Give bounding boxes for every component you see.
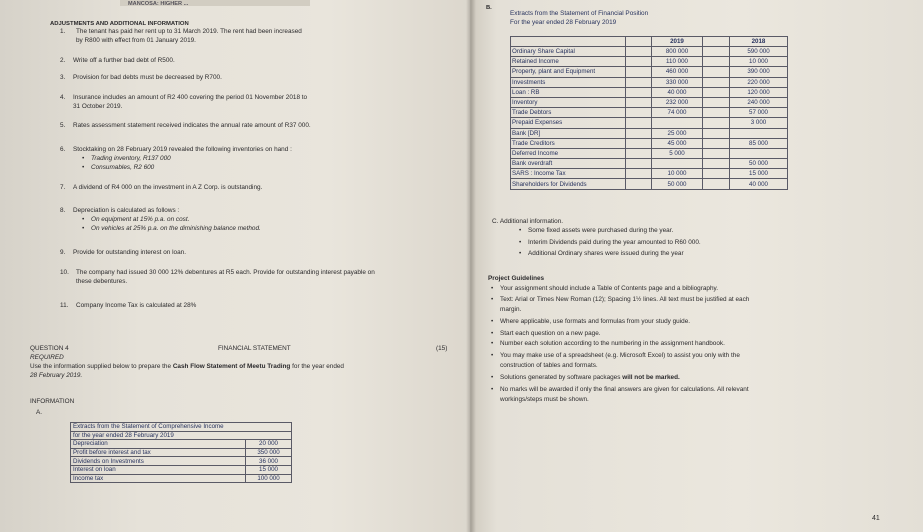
position-value-2019: 25 000 (652, 128, 703, 138)
position-value-2018: 40 000 (730, 179, 788, 189)
position-value-2018: 57 000 (730, 108, 788, 118)
adj-num-2: 2. (60, 57, 66, 64)
position-value-2018: 240 000 (730, 97, 788, 107)
adj-8-line1: Depreciation is calculated as follows : (73, 207, 180, 214)
position-value-2019: 330 000 (652, 77, 703, 87)
position-gap-2 (703, 87, 730, 97)
position-label: Inventory (511, 97, 626, 107)
income-value: 36 000 (246, 457, 292, 466)
position-gap-2 (703, 128, 730, 138)
adj-num-10: 10. (60, 269, 69, 276)
position-gap-2 (703, 138, 730, 148)
adj-num-8: 8. (60, 207, 66, 214)
guideline-2-line2: margin. (500, 306, 522, 313)
position-label: Trade Debtors (511, 108, 626, 118)
adj-num-6: 6. (60, 146, 66, 153)
adj-num-5: 5. (60, 122, 66, 129)
adj-6-line1: Stocktaking on 28 February 2019 revealed the following inventories on hand : (73, 146, 292, 153)
income-label: Interest on loan (71, 465, 246, 474)
adj-6-bullet-1: • Trading inventory, R137 000 (91, 155, 171, 163)
position-label: Retained Income (511, 57, 626, 67)
guideline-4: • Start each question on a new page. (500, 330, 601, 338)
table-row (511, 179, 788, 189)
position-value-2019: 110 000 (652, 57, 703, 67)
table-row (71, 457, 292, 466)
instruction-suffix: for the year ended (290, 363, 344, 370)
position-value-2019: 800 000 (652, 47, 703, 57)
additional-bullet-2: • Interim Dividends paid during the year amounted to R60 000. (528, 239, 701, 247)
position-gap-2 (703, 97, 730, 107)
position-label: SARS : Income Tax (511, 169, 626, 179)
position-value-2019: 74 000 (652, 108, 703, 118)
position-label: Loan : RB (511, 87, 626, 97)
adj-11-line1: Company Income Tax is calculated at 28% (76, 302, 197, 309)
position-gap-2 (703, 159, 730, 169)
position-gap-2 (703, 57, 730, 67)
position-value-2018: 220 000 (730, 77, 788, 87)
table-row (511, 138, 788, 148)
instruction-line1 (30, 363, 344, 371)
position-gap-2 (703, 118, 730, 128)
position-label: Bank [DR] (511, 128, 626, 138)
income-table (70, 422, 292, 483)
position-value-2019: 5 000 (652, 148, 703, 158)
income-title-row-2 (71, 431, 292, 440)
table-row (71, 465, 292, 474)
information-label: INFORMATION (30, 398, 75, 405)
position-value-2019 (652, 118, 703, 128)
a-marker: A. (36, 409, 43, 416)
position-gap (626, 77, 652, 87)
col-2018: 2018 (730, 37, 788, 47)
position-gap-2 (703, 47, 730, 57)
position-gap (626, 118, 652, 128)
additional-info-heading: C. Additional information. (492, 218, 564, 225)
instruction-line2: 28 February 2019. (30, 372, 83, 379)
adj-2-line1: Write off a further bad debt of R500. (73, 57, 175, 64)
position-gap (626, 128, 652, 138)
additional-bullet-1: • Some fixed assets were purchased during the year. (528, 227, 673, 235)
table-row (71, 474, 292, 483)
position-label: Bank overdraft (511, 159, 626, 169)
guideline-5: • Number each solution according to the numbering in the assignment handbook. (500, 340, 725, 348)
income-label: Dividends on Investments (71, 457, 246, 466)
guideline-3: • Where applicable, use formats and formulas from your study guide. (500, 318, 690, 326)
position-label: Ordinary Share Capital (511, 47, 626, 57)
table-row (511, 77, 788, 87)
guideline-8-line2: workings/steps must be shown. (500, 396, 589, 403)
adj-8-bullet-1: • On equipment at 15% p.a. on cost. (91, 216, 189, 224)
income-value: 100 000 (246, 474, 292, 483)
table-row (511, 118, 788, 128)
position-value-2019: 40 000 (652, 87, 703, 97)
table-row (71, 440, 292, 449)
adj-8-bullet-2: • On vehicles at 25% p.a. on the diminishing balance method. (91, 225, 261, 233)
position-body-table (510, 46, 788, 190)
table-row (511, 159, 788, 169)
position-gap-2 (703, 148, 730, 158)
position-gap (626, 97, 652, 107)
guideline-6: • You may make use of a spreadsheet (e.g. Microsoft Excel) to assist you only with the (500, 352, 740, 360)
position-value-2019: 50 000 (652, 179, 703, 189)
position-label: Property, plant and Equipment (511, 67, 626, 77)
instruction-bold: Cash Flow Statement of Meetu Trading (172, 363, 291, 370)
position-value-2018 (730, 128, 788, 138)
position-value-2018 (730, 148, 788, 158)
question-label: QUESTION 4 (30, 345, 69, 352)
position-value-2018: 50 000 (730, 159, 788, 169)
required-label: REQUIRED (30, 354, 64, 361)
table-row (511, 148, 788, 158)
adj-num-7: 7. (60, 184, 66, 191)
marks-label: (15) (436, 345, 448, 352)
position-label: Prepaid Expenses (511, 118, 626, 128)
adj-num-1: 1. (60, 28, 66, 35)
income-title-row (71, 423, 292, 432)
adj-1-line2: by R800 with effect from 01 January 2019. (76, 37, 196, 44)
position-value-2018: 120 000 (730, 87, 788, 97)
table-row (511, 128, 788, 138)
income-value: 15 000 (246, 465, 292, 474)
position-label: Shareholders for Dividends (511, 179, 626, 189)
table-row (71, 448, 292, 457)
instruction-prefix: Use the information supplied below to prepare the (30, 363, 173, 370)
guideline-1: • Your assignment should include a Table of Contents page and a bibliography. (500, 285, 718, 293)
page-fold (466, 0, 476, 532)
position-value-2019 (652, 159, 703, 169)
guideline-7-text: Solutions generated by software packages (500, 374, 623, 381)
position-label: Investments (511, 77, 626, 87)
adj-4-line1: Insurance includes an amount of R2 400 covering the period 01 November 2018 to (73, 94, 308, 101)
table-row (511, 47, 788, 57)
adj-6-bullet-2: • Consumables, R2 600 (91, 164, 154, 172)
adj-10-line2: these debentures. (76, 278, 128, 285)
page-number: 41 (872, 515, 880, 522)
position-value-2018: 590 000 (730, 47, 788, 57)
adj-5-line1: Rates assessment statement received indicates the annual rate amount of R37 000. (73, 122, 311, 129)
table-row (511, 67, 788, 77)
position-gap (626, 138, 652, 148)
position-label: Deferred Income (511, 148, 626, 158)
position-gap (626, 87, 652, 97)
adjustments-title: ADJUSTMENTS AND ADDITIONAL INFORMATION (50, 21, 189, 27)
adj-3-line1: Provision for bad debts must be decreased by R700. (73, 74, 222, 81)
position-gap (626, 57, 652, 67)
position-label: Trade Creditors (511, 138, 626, 148)
position-value-2019: 232 000 (652, 97, 703, 107)
table-row (511, 108, 788, 118)
top-tab-label: MANCOSA: HIGHER ... (128, 1, 189, 7)
position-value-2018: 390 000 (730, 67, 788, 77)
position-value-2019: 460 000 (652, 67, 703, 77)
table-row (511, 169, 788, 179)
adj-7-line1: A dividend of R4 000 on the investment in A Z Corp. is outstanding. (73, 184, 263, 191)
position-title-line2: For the year ended 28 February 2019 (510, 19, 617, 26)
position-gap (626, 108, 652, 118)
position-gap-2 (703, 169, 730, 179)
position-gap (626, 179, 652, 189)
position-gap-2 (703, 77, 730, 87)
adj-num-9: 9. (60, 249, 66, 256)
table-row (511, 97, 788, 107)
position-gap-2 (703, 67, 730, 77)
col-2019: 2019 (652, 37, 703, 47)
adj-10-line1: The company had issued 30 000 12% debentures at R5 each. Provide for outstanding interest payable on (76, 269, 375, 276)
guideline-7-bold: will not be marked. (622, 374, 680, 381)
section-label: FINANCIAL STATEMENT (218, 345, 291, 352)
position-gap (626, 47, 652, 57)
position-value-2018: 10 000 (730, 57, 788, 67)
position-gap-2 (703, 179, 730, 189)
guideline-2: • Text: Arial or Times New Roman (12); Spacing 1½ lines. All text must be justified at each (500, 296, 749, 304)
income-title-line1: Extracts from the Statement of Comprehensive Income (71, 423, 292, 432)
position-value-2018: 3 000 (730, 118, 788, 128)
income-value: 350 000 (246, 448, 292, 457)
position-gap-2 (703, 108, 730, 118)
guideline-7 (500, 374, 680, 382)
position-gap (626, 67, 652, 77)
adj-num-4: 4. (60, 94, 66, 101)
guideline-8: • No marks will be awarded if only the final answers are given for calculations. All relevant (500, 386, 749, 394)
income-label: Income tax (71, 474, 246, 483)
income-title-line2: for the year ended 28 February 2019 (71, 431, 292, 440)
adj-num-3: 3. (60, 74, 66, 81)
position-gap (626, 159, 652, 169)
position-value-2019: 45 000 (652, 138, 703, 148)
position-rows (510, 46, 788, 190)
additional-bullet-3: • Additional Ordinary shares were issued during the year (528, 250, 684, 258)
position-title-line1: Extracts from the Statement of Financial Position (510, 10, 649, 17)
adj-9-line1: Provide for outstanding interest on loan. (73, 249, 186, 256)
table-row (511, 87, 788, 97)
income-value: 20 000 (246, 440, 292, 449)
adj-1-line1: The tenant has paid her rent up to 31 March 2019. The rent had been increased (76, 28, 302, 35)
b-marker: B. (486, 5, 492, 11)
adj-4-line2: 31 October 2019. (73, 103, 123, 110)
adj-num-11: 11. (60, 302, 69, 309)
position-gap (626, 148, 652, 158)
guideline-6-line2: construction of tables and formats. (500, 362, 598, 369)
guidelines-heading: Project Guidelines (488, 275, 545, 282)
position-value-2018: 15 000 (730, 169, 788, 179)
position-value-2018: 85 000 (730, 138, 788, 148)
position-value-2019: 10 000 (652, 169, 703, 179)
table-row (511, 57, 788, 67)
income-label: Depreciation (71, 440, 246, 449)
income-label: Profit before interest and tax (71, 448, 246, 457)
position-gap (626, 169, 652, 179)
